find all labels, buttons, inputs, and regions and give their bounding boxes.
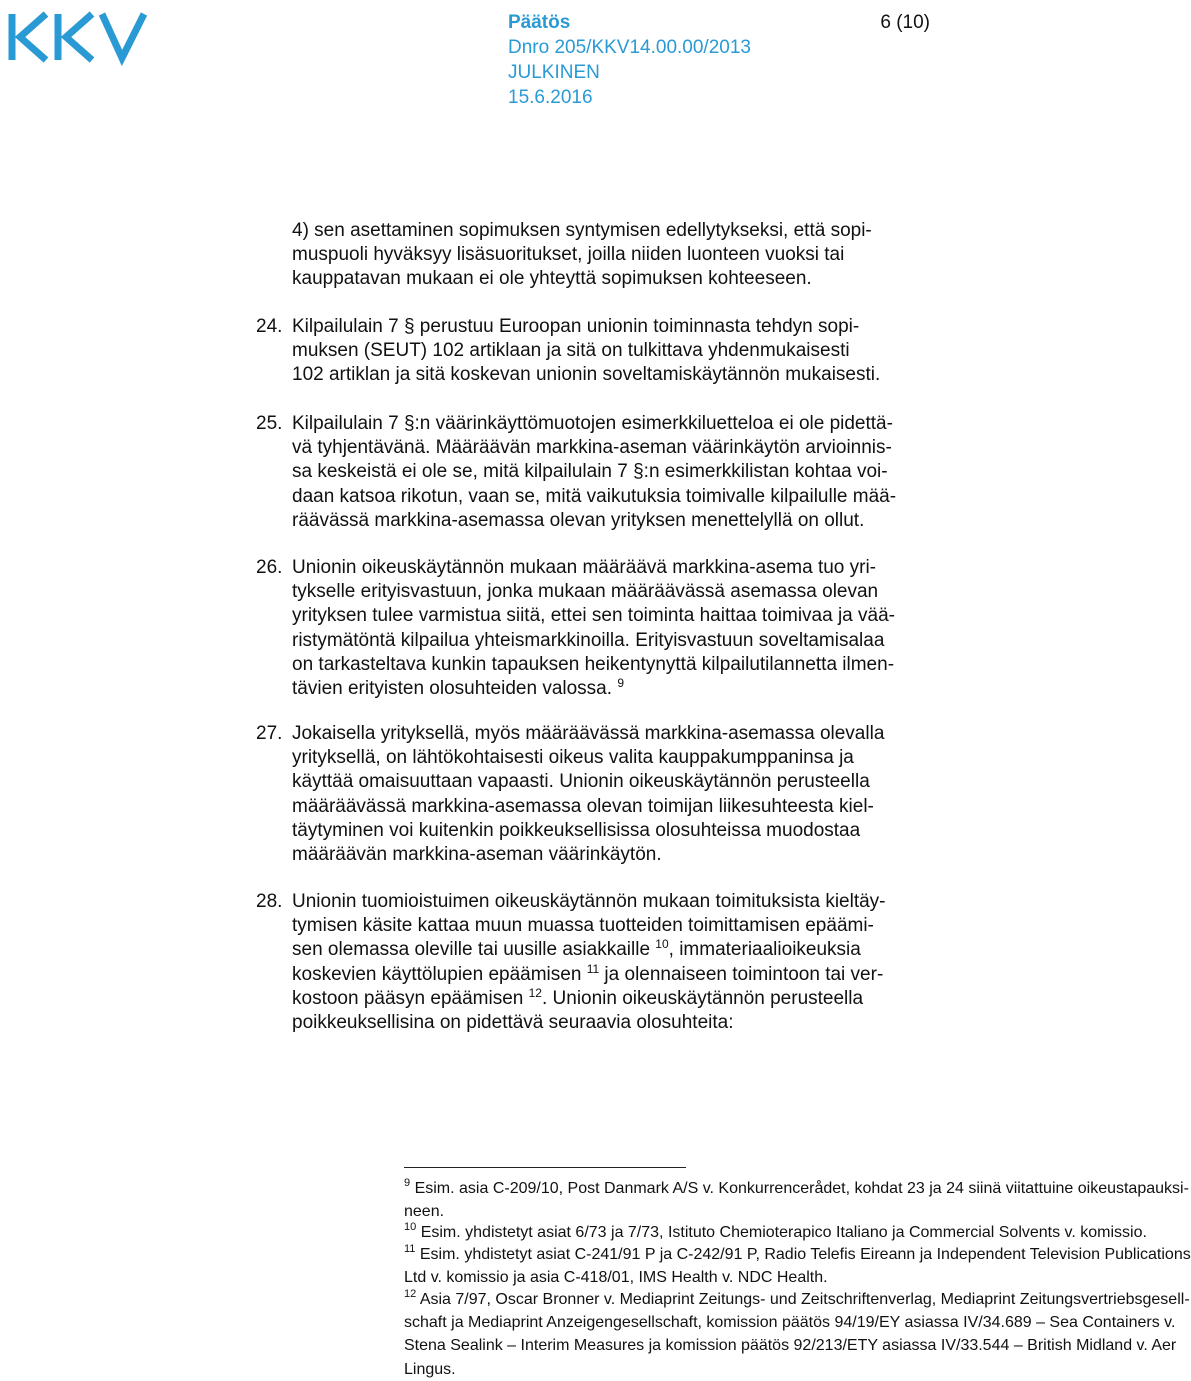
- text-line: [292, 677, 942, 701]
- text-line: 102 artiklan ja sitä koskevan unionin soveltamiskäytännön mukaisesti.: [292, 364, 881, 386]
- text-line: käyttää omaisuuttaan vapaasti. Unionin oikeuskäytännön perusteella: [292, 771, 870, 793]
- text-segment: sen olemassa oleville tai uusille asiakkaille: [292, 939, 651, 961]
- text-line: daan katsoa rikotun, vaan se, mitä vaikutuksia toimivalle kilpailulle mää-: [292, 485, 897, 507]
- text-line: Lingus.: [404, 1360, 456, 1378]
- text-line: määräävässä markkina-asemassa olevan toimijan liikesuhteesta kiel-: [292, 795, 874, 817]
- paragraph-number: 28.: [256, 891, 283, 912]
- footnote-12: [404, 1288, 1190, 1381]
- text-line: ristymätöntä kilpailua yhteismarkkinoilla. Erityisvastuun soveltamisalaa: [292, 629, 885, 651]
- text-line: on tarkasteltava kunkin tapauksen heikentynyttä kilpailutilannetta ilmen-: [292, 653, 895, 675]
- text-line: [292, 938, 942, 962]
- text-line: sa keskeistä ei ole se, mitä kilpailulain 7 §:n esimerkkilistan kohtaa voi-: [292, 461, 888, 483]
- paragraph-26: [256, 556, 942, 701]
- text-segment: Esim. asia C-209/10, Post Danmark A/S v. Konkurrencerådet, kohdat 23 ja 24 siinä viitattuine oikeustapauksi-: [414, 1180, 1189, 1197]
- document-date: 15.6.2016: [508, 87, 593, 108]
- text-segment: koskevien käyttölupien epäämisen: [292, 963, 582, 985]
- footnote-reference[interactable]: 11: [586, 961, 600, 976]
- paragraph-number: 24.: [256, 316, 283, 337]
- list-item-4: [292, 219, 942, 292]
- text-line: 4) sen asettaminen sopimuksen syntymisen edellytykseksi, että sopi-: [292, 220, 872, 241]
- footnote-reference[interactable]: 9: [617, 676, 624, 691]
- text-line: räävässä markkina-asemassa olevan yrityksen menettelyllä on ollut.: [292, 509, 865, 531]
- paragraph-27: [256, 722, 942, 867]
- text-line: [292, 987, 942, 1011]
- text-line: täytyminen voi kuitenkin poikkeuksellisissa olosuhteissa muodostaa: [292, 819, 861, 841]
- paragraph-number: 25.: [256, 413, 283, 434]
- text-segment: , immateriaalioikeuksia: [668, 939, 861, 961]
- text-line: [404, 1243, 1191, 1266]
- text-segment: tävien erityisten olosuhteiden valossa.: [292, 678, 613, 700]
- kkv-logo: [6, 8, 148, 64]
- text-line: yrityksen tulee varmistua siitä, ettei sen toiminta haittaa toimivaa ja vää-: [292, 605, 895, 627]
- text-line: schaft ja Mediaprint Anzeigengesellschaft, komission päätös 94/19/EY asiassa IV/34.689 – Sea Containers v.: [404, 1314, 1176, 1332]
- page-number: 6 (10): [880, 12, 930, 33]
- paragraph-number: 27.: [256, 723, 283, 744]
- text-line: tymisen käsite kattaa muun muassa tuotteiden toimittamisen epäämi-: [292, 915, 874, 937]
- text-line: neen.: [404, 1203, 445, 1221]
- text-line: Unionin tuomioistuimen oikeuskäytännön mukaan toimituksista kieltäy-: [292, 891, 886, 912]
- text-line: yrityksellä, on lähtökohtaisesti oikeus valita kauppakumppaninsa ja: [292, 747, 854, 769]
- text-segment: Esim. yhdistetyt asiat C-241/91 P ja C-242/91 P, Radio Telefis Eireann ja Independent Television Publications: [419, 1246, 1191, 1263]
- footnote-number: 9: [404, 1177, 411, 1189]
- text-line: [404, 1288, 1190, 1311]
- text-line: Stena Sealink – Interim Measures ja komission päätös 92/213/ETY asiassa IV/33.544 – British Midland v. Aer: [404, 1337, 1177, 1355]
- footnote-9: [404, 1177, 1189, 1223]
- text-line: tykselle erityisvastuun, jonka mukaan määräävässä asemassa olevan: [292, 581, 879, 603]
- document-type: Päätös: [508, 12, 571, 33]
- footnote-number: 11: [404, 1243, 416, 1255]
- text-line: muksen (SEUT) 102 artiklaan ja sitä on tulkittava yhdenmukaisesti: [292, 340, 850, 362]
- text-line: Unionin oikeuskäytännön mukaan määräävä markkina-asema tuo yri-: [292, 557, 877, 578]
- text-line: määräävän markkina-aseman väärinkäytön.: [292, 844, 662, 866]
- publicity-status: JULKINEN: [508, 62, 600, 83]
- footnote-reference[interactable]: 10: [655, 937, 669, 952]
- paragraph-24: [256, 315, 942, 388]
- footnote-number: 12: [404, 1288, 417, 1300]
- text-line: Kilpailulain 7 §:n väärinkäyttömuotojen esimerkkiluetteloa ei ole pidettä-: [292, 413, 893, 434]
- text-line: [292, 963, 942, 987]
- document-header: [508, 10, 948, 110]
- text-segment: kostoon pääsyn epäämisen: [292, 987, 524, 1009]
- paragraph-25: [256, 412, 942, 533]
- text-segment: Asia 7/97, Oscar Bronner v. Mediaprint Zeitungs- und Zeitschriftenverlag, Mediaprint Zeitungsvertriebsgesell-: [419, 1291, 1190, 1308]
- text-segment: . Unionin oikeuskäytännön perusteella: [541, 987, 864, 1009]
- paragraph-number: 26.: [256, 557, 283, 578]
- footnote-separator: [404, 1167, 686, 1168]
- footnote-11: [404, 1243, 1191, 1289]
- text-line: Ltd v. komissio ja asia C-418/01, IMS Health v. NDC Health.: [404, 1269, 828, 1287]
- text-line: [404, 1221, 1147, 1244]
- paragraph-28: [256, 890, 942, 1035]
- text-segment: ja olennaiseen toimintoon tai ver-: [599, 963, 884, 985]
- record-number: Dnro 205/KKV14.00.00/2013: [508, 37, 751, 58]
- text-line: vä tyhjentävänä. Määräävän markkina-aseman väärinkäytön arvioinnis-: [292, 437, 892, 459]
- footnote-number: 10: [404, 1221, 417, 1233]
- text-segment: Esim. yhdistetyt asiat 6/73 ja 7/73, Istituto Chemioterapico Italiano ja Commercial Solvents v. komissio.: [420, 1224, 1147, 1241]
- text-line: poikkeuksellisina on pidettävä seuraavia olosuhteita:: [292, 1012, 734, 1034]
- footnote-reference[interactable]: 12: [528, 985, 542, 1000]
- footnote-10: [404, 1221, 1147, 1244]
- text-line: muspuoli hyväksyy lisäsuoritukset, joilla niiden luonteen vuoksi tai: [292, 244, 845, 266]
- text-line: Jokaisella yrityksellä, myös määräävässä markkina-asemassa olevalla: [292, 723, 885, 744]
- text-line: Kilpailulain 7 § perustuu Euroopan unionin toiminnasta tehdyn sopi-: [292, 316, 860, 337]
- text-line: [404, 1177, 1189, 1200]
- text-line: kauppatavan mukaan ei ole yhteyttä sopimuksen kohteeseen.: [292, 268, 812, 290]
